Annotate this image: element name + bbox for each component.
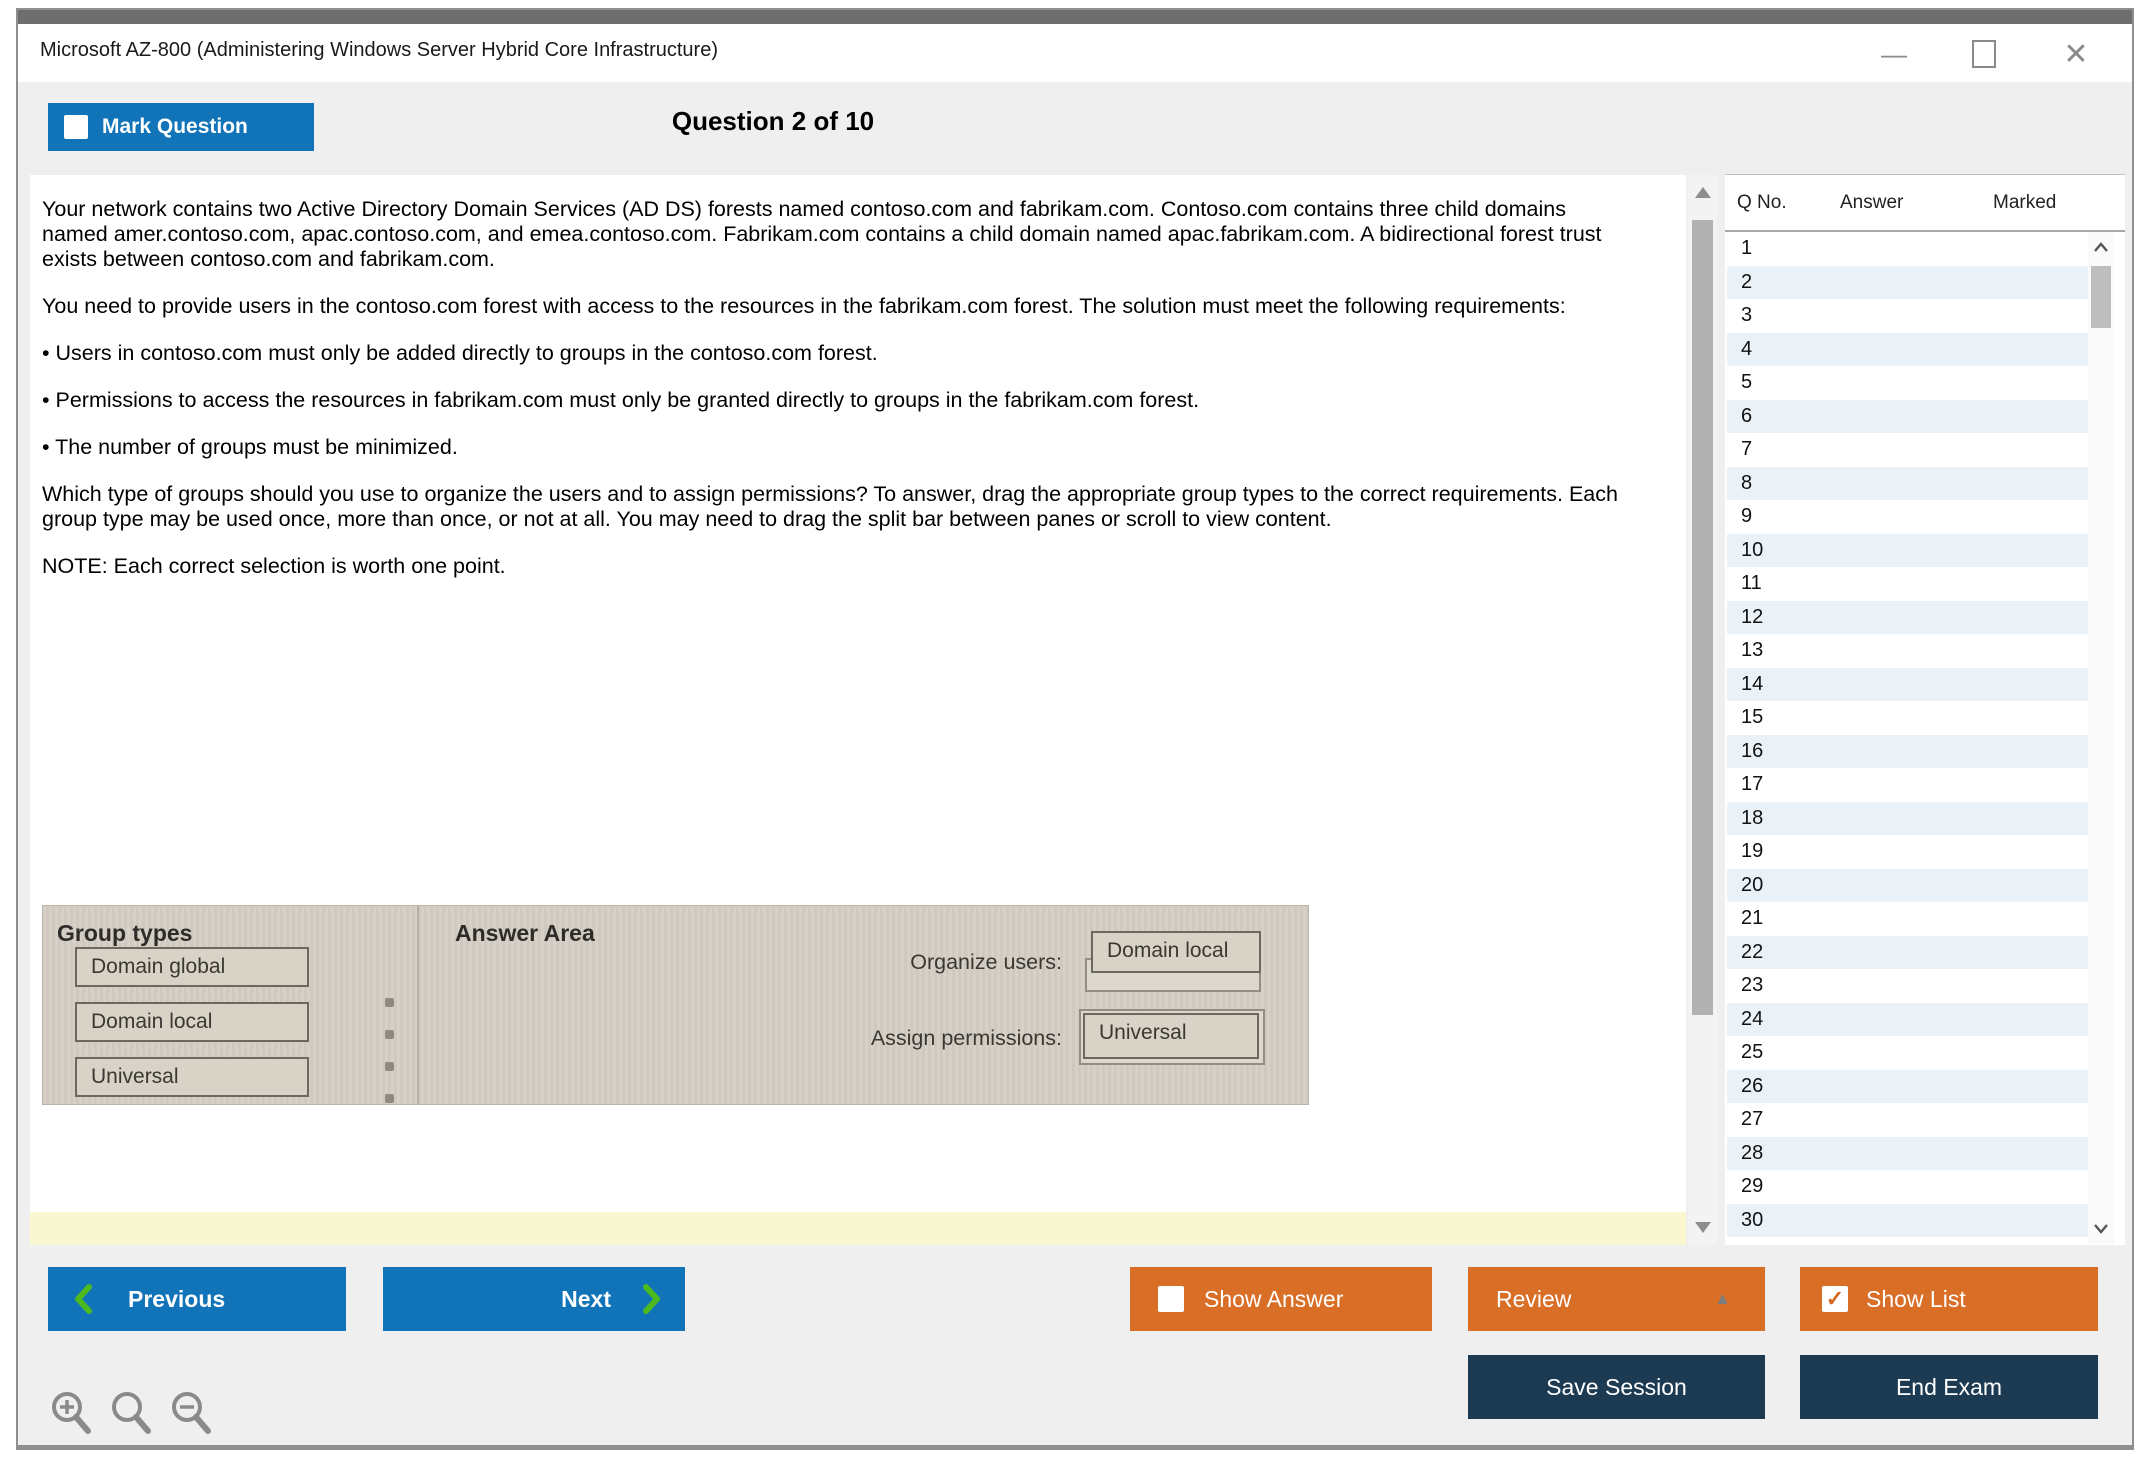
- question-list-row[interactable]: [1727, 534, 2088, 568]
- column-answer: Answer: [1840, 192, 1904, 213]
- group-types-heading: Group types: [57, 920, 193, 946]
- column-qno: Q No.: [1737, 192, 1787, 213]
- question-paragraph: • Users in contoso.com must only be added directly to groups in the contoso.com forest.: [42, 341, 878, 365]
- question-list-row[interactable]: [1727, 333, 2088, 367]
- show-answer-checkbox[interactable]: [1158, 1286, 1184, 1312]
- highlight-bar: [30, 1212, 1686, 1245]
- question-number: 25: [1741, 1041, 1764, 1064]
- question-number: 5: [1741, 371, 1753, 394]
- scroll-down-icon[interactable]: [2091, 1218, 2111, 1238]
- question-counter: Question 2 of 10: [671, 106, 875, 136]
- question-number: 6: [1741, 404, 1753, 427]
- check-icon: ✓: [1825, 1286, 1845, 1311]
- split-handle-dot: [385, 998, 394, 1007]
- zoom-in-icon[interactable]: [48, 1388, 94, 1438]
- question-list-row[interactable]: [1727, 433, 2088, 467]
- question-list-row[interactable]: [1727, 1103, 2088, 1137]
- question-number: 9: [1741, 505, 1753, 528]
- question-number: 3: [1741, 304, 1753, 327]
- question-number: 16: [1741, 739, 1764, 762]
- previous-button[interactable]: [48, 1267, 346, 1331]
- question-number: 4: [1741, 337, 1753, 360]
- pane-split-bar[interactable]: [417, 906, 419, 1104]
- question-number: 24: [1741, 1007, 1764, 1030]
- question-pane: [30, 175, 1686, 1245]
- question-text: [42, 197, 1631, 601]
- title-bar: [18, 24, 2132, 82]
- collapse-arrow-icon[interactable]: ▲: [1714, 1289, 1731, 1308]
- question-list-row[interactable]: [1727, 802, 2088, 836]
- magnifier-icon[interactable]: [108, 1388, 154, 1438]
- question-number: 17: [1741, 773, 1764, 796]
- question-number: 20: [1741, 873, 1764, 896]
- question-list-scrollbar[interactable]: [2088, 232, 2114, 1244]
- close-button[interactable]: ✕: [2063, 37, 2089, 71]
- question-number: 19: [1741, 840, 1764, 863]
- scroll-up-icon[interactable]: [2091, 238, 2111, 258]
- question-list-row[interactable]: [1727, 1170, 2088, 1204]
- question-list: [1727, 232, 2088, 1237]
- review-label: Review: [1496, 1285, 1572, 1312]
- organize-users-answer-chip[interactable]: Domain local: [1091, 931, 1261, 973]
- question-number: 14: [1741, 672, 1764, 695]
- question-number: 28: [1741, 1141, 1764, 1164]
- show-list-label: Show List: [1866, 1285, 1966, 1312]
- split-handle-dot: [385, 1094, 394, 1103]
- assign-permissions-answer-chip[interactable]: Universal: [1083, 1013, 1259, 1059]
- question-list-row[interactable]: [1727, 232, 2088, 266]
- question-paragraph: NOTE: Each correct selection is worth one point.: [42, 554, 506, 578]
- window-title: Microsoft AZ-800 (Administering Windows Server Hybrid Core Infrastructure): [40, 39, 718, 61]
- question-number: 13: [1741, 639, 1764, 662]
- show-answer-label: Show Answer: [1204, 1285, 1344, 1312]
- question-list-row[interactable]: [1727, 500, 2088, 534]
- question-list-row[interactable]: [1727, 1204, 2088, 1238]
- question-list-row[interactable]: [1727, 701, 2088, 735]
- question-list-panel: [1725, 174, 2125, 1245]
- question-pane-scrollbar[interactable]: [1688, 175, 1717, 1245]
- column-marked: Marked: [1993, 192, 2057, 213]
- question-list-row[interactable]: [1727, 835, 2088, 869]
- question-paragraph: • Permissions to access the resources in fabrikam.com must only be granted directly to groups in the fabrikam.com forest.: [42, 388, 1200, 412]
- question-number: 12: [1741, 605, 1764, 628]
- question-list-row[interactable]: [1727, 869, 2088, 903]
- question-number: 29: [1741, 1175, 1764, 1198]
- group-type-option-domain-local[interactable]: Domain local: [75, 1002, 309, 1042]
- split-handle-dot: [385, 1062, 394, 1071]
- end-exam-button[interactable]: End Exam: [1800, 1355, 2098, 1419]
- group-type-option-domain-global[interactable]: Domain global: [75, 947, 309, 987]
- question-number: 30: [1741, 1208, 1764, 1231]
- scroll-up-icon[interactable]: [1695, 187, 1711, 198]
- scrollbar-thumb[interactable]: [2091, 266, 2111, 328]
- question-list-row[interactable]: [1727, 567, 2088, 601]
- save-session-button[interactable]: Save Session: [1468, 1355, 1765, 1419]
- question-paragraph: You need to provide users in the contoso.com forest with access to the resources in the fabrikam.com forest. The solution must meet the following requirements:: [42, 294, 1566, 318]
- question-list-row[interactable]: [1727, 735, 2088, 769]
- question-list-row[interactable]: [1727, 1003, 2088, 1037]
- zoom-out-icon[interactable]: [168, 1388, 214, 1438]
- organize-users-label: Organize users:: [910, 950, 1062, 974]
- maximize-icon: [1972, 40, 1996, 68]
- question-paragraph: Which type of groups should you use to organize the users and to assign permissions? To answer, drag the appropriate group types to the correct requirements. Each group type may be used once, more than once, or not at all. You may need to drag the split bar between panes or scroll to view content.: [42, 482, 1618, 531]
- scrollbar-thumb[interactable]: [1692, 220, 1713, 1015]
- question-list-row[interactable]: [1727, 969, 2088, 1003]
- question-list-row[interactable]: [1727, 266, 2088, 300]
- window-top-edge: [18, 10, 2132, 24]
- question-number: 27: [1741, 1108, 1764, 1131]
- question-number: 10: [1741, 538, 1764, 561]
- question-list-header: [1725, 175, 2125, 232]
- question-list-row[interactable]: [1727, 902, 2088, 936]
- question-list-row[interactable]: [1727, 400, 2088, 434]
- minimize-button[interactable]: —: [1881, 38, 1907, 69]
- question-number: 18: [1741, 806, 1764, 829]
- show-list-button[interactable]: [1800, 1267, 2098, 1331]
- split-handle-dot: [385, 1030, 394, 1039]
- question-number: 15: [1741, 706, 1764, 729]
- question-number: 1: [1741, 237, 1753, 260]
- question-list-row[interactable]: [1727, 1070, 2088, 1104]
- group-type-option-universal[interactable]: Universal: [75, 1057, 309, 1097]
- next-button[interactable]: [383, 1267, 685, 1331]
- question-list-row[interactable]: [1727, 936, 2088, 970]
- question-list-row[interactable]: [1727, 299, 2088, 333]
- question-number: 7: [1741, 438, 1753, 461]
- question-number: 26: [1741, 1074, 1764, 1097]
- answer-area-heading: Answer Area: [455, 920, 595, 946]
- previous-label: Previous: [128, 1285, 226, 1312]
- question-list-row[interactable]: [1727, 634, 2088, 668]
- question-list-row[interactable]: [1727, 601, 2088, 635]
- question-number: 8: [1741, 471, 1753, 494]
- show-list-checkbox[interactable]: [1822, 1286, 1848, 1312]
- question-list-row[interactable]: [1727, 1036, 2088, 1070]
- question-list-row[interactable]: [1727, 768, 2088, 802]
- question-number: 23: [1741, 974, 1764, 997]
- scroll-down-icon[interactable]: [1695, 1222, 1711, 1233]
- question-list-row[interactable]: [1727, 366, 2088, 400]
- assign-permissions-label: Assign permissions:: [870, 1026, 1062, 1050]
- app-window: [16, 8, 2134, 1450]
- next-label: Next: [561, 1285, 611, 1312]
- maximize-button[interactable]: [1958, 34, 2010, 74]
- chevron-right-icon: [641, 1283, 663, 1315]
- review-button[interactable]: [1468, 1267, 1765, 1331]
- question-paragraph: • The number of groups must be minimized.: [42, 435, 458, 459]
- question-list-row[interactable]: [1727, 1137, 2088, 1171]
- question-list-row[interactable]: [1727, 668, 2088, 702]
- mark-question-label: Mark Question: [102, 115, 248, 138]
- question-list-row[interactable]: [1727, 467, 2088, 501]
- drag-drop-exhibit: [42, 905, 1309, 1105]
- question-number: 2: [1741, 270, 1753, 293]
- question-paragraph: Your network contains two Active Directory Domain Services (AD DS) forests named contoso.com and fabrikam.com. Contoso.com contains three child domains named amer.contoso.com, apac.contoso.com, and emea.contoso.com. Fabrikam.com contains a child domain named apac.fabrikam.com. A bidirectional forest trust exists between contoso.com and fabrikam.com.: [42, 197, 1602, 271]
- show-answer-button[interactable]: [1130, 1267, 1432, 1331]
- chevron-left-icon: [72, 1283, 94, 1315]
- question-number: 21: [1741, 907, 1764, 930]
- question-number: 11: [1741, 572, 1762, 595]
- question-number: 22: [1741, 940, 1764, 963]
